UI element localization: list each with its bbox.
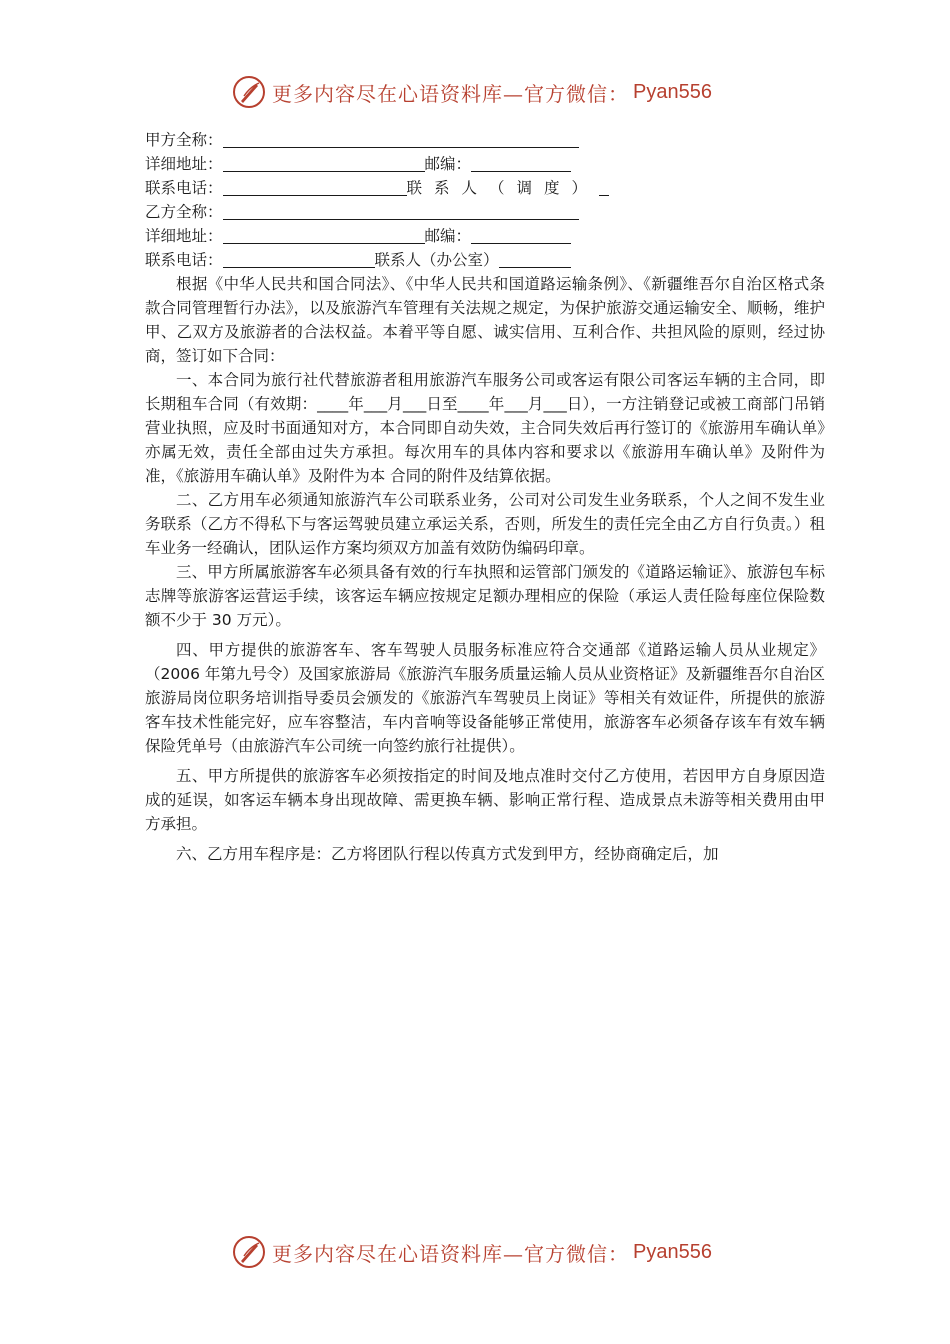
postcode-label-1: 邮编： <box>424 155 472 173</box>
party-a-name-row <box>145 128 825 152</box>
party-b-name-blank[interactable] <box>223 203 579 220</box>
address-row-1 <box>145 152 825 176</box>
contact-office-label: 联系人（办公室） <box>374 251 499 269</box>
contact-office-blank[interactable] <box>499 251 571 268</box>
paragraph-clause-5: 五、甲方所提供的旅游客车必须按指定的时间及地点准时交付乙方使用，若因甲方自身原因造成的延误，如客运车辆本身出现故障、需更换车辆、影响正常行程、造成景点未游等相关费用由甲方承担。 <box>145 767 825 833</box>
address-row-2 <box>145 224 825 248</box>
quill-logo-icon <box>232 1235 266 1269</box>
quill-logo-icon <box>232 75 266 109</box>
footer-banner <box>232 1232 722 1272</box>
phone-row-1 <box>145 176 825 200</box>
party-a-name-label: 甲方全称： <box>145 131 223 149</box>
header-banner <box>232 72 722 112</box>
banner-text: 更多内容尽在心语资料库—官方微信： <box>272 1241 629 1266</box>
address-blank-2[interactable] <box>223 227 425 244</box>
postcode-blank-2[interactable] <box>471 227 571 244</box>
paragraph-preamble: 根据《中华人民共和国合同法》、《中华人民共和国道路运输条例》、《新疆维吾尔自治区格式条款合同管理暂行办法》，以及旅游汽车管理有关法规之规定，为保护旅游交通运输安全、顺畅，维护甲、乙双方及旅游者的合法权益。本着平等自愿、诚实信用、互利合作、共担风险的原则，经过协商，签订如下合同： <box>145 275 825 365</box>
banner-text: 更多内容尽在心语资料库—官方微信： <box>272 81 629 106</box>
contact-dispatch-blank[interactable] <box>599 179 609 196</box>
paragraph-clause-4: 四、甲方提供的旅游客车、客车驾驶人员服务标准应符合交通部《道路运输人员从业规定》（2006 年第九号令）及国家旅游局《旅游汽车服务质量运输人员从业资格证》及新疆维吾尔自治区旅游局岗位职务培训指导委员会颁发的《旅游汽车驾驶员上岗证》等相关有效证件，所提供的旅游客车技术性能完好，应车容整洁，车内音响等设备能够正常使用，旅游客车必须备存该车有效车辆保险凭单号（由旅游汽车公司统一向签约旅行社提供）。 <box>145 641 825 755</box>
party-b-name-label: 乙方全称： <box>145 203 223 221</box>
address-label-1: 详细地址： <box>145 155 223 173</box>
phone-row-2 <box>145 248 825 272</box>
phone-blank-1[interactable] <box>223 179 407 196</box>
phone-blank-2[interactable] <box>223 251 375 268</box>
address-label-2: 详细地址： <box>145 227 223 245</box>
postcode-label-2: 邮编： <box>424 227 472 245</box>
postcode-blank-1[interactable] <box>471 155 571 172</box>
paragraph-clause-3: 三、甲方所属旅游客车必须具备有效的行车执照和运管部门颁发的《道路运输证》、旅游包车标志牌等旅游客运营运手续，该客运车辆应按规定足额办理相应的保险（承运人责任险每座位保险数额不少于 30 万元）。 <box>145 563 825 629</box>
contract-body <box>145 128 825 866</box>
paragraph-clause-2: 二、乙方用车必须通知旅游汽车公司联系业务，公司对公司发生业务联系，个人之间不发生业务联系（乙方不得私下与客运驾驶员建立承运关系，否则，所发生的责任完全由乙方自行负责。）租车业务一经确认，团队运作方案均须双方加盖有效防伪编码印章。 <box>145 491 825 557</box>
phone-label-1: 联系电话： <box>145 179 223 197</box>
contact-dispatch-label: 联系人（调度） <box>406 179 600 197</box>
phone-label-2: 联系电话： <box>145 251 223 269</box>
paragraph-clause-6: 六、乙方用车程序是：乙方将团队行程以传真方式发到甲方，经协商确定后，加 <box>176 845 719 863</box>
paragraph-clause-1: 一、本合同为旅行社代替旅游者租用旅游汽车服务公司或客运有限公司客运车辆的主合同，即长期租车合同（有效期：____年___月___日至____年___月___日），一方注销登记或被工商部门吊销营业执照，应及时书面通知对方，本合同即自动失效，主合同失效后再行签订的《旅游用车确认单》亦属无效，责任全部由过失方承担。每次用车的具体内容和要求以《旅游用车确认单》及附件为准，《旅游用车确认单》及附件为本 合同的附件及结算依据。 <box>145 371 825 485</box>
wechat-id: Pyan556 <box>633 1240 712 1263</box>
party-b-name-row <box>145 200 825 224</box>
wechat-id: Pyan556 <box>633 80 712 103</box>
address-blank-1[interactable] <box>223 155 425 172</box>
party-a-name-blank[interactable] <box>223 131 579 148</box>
